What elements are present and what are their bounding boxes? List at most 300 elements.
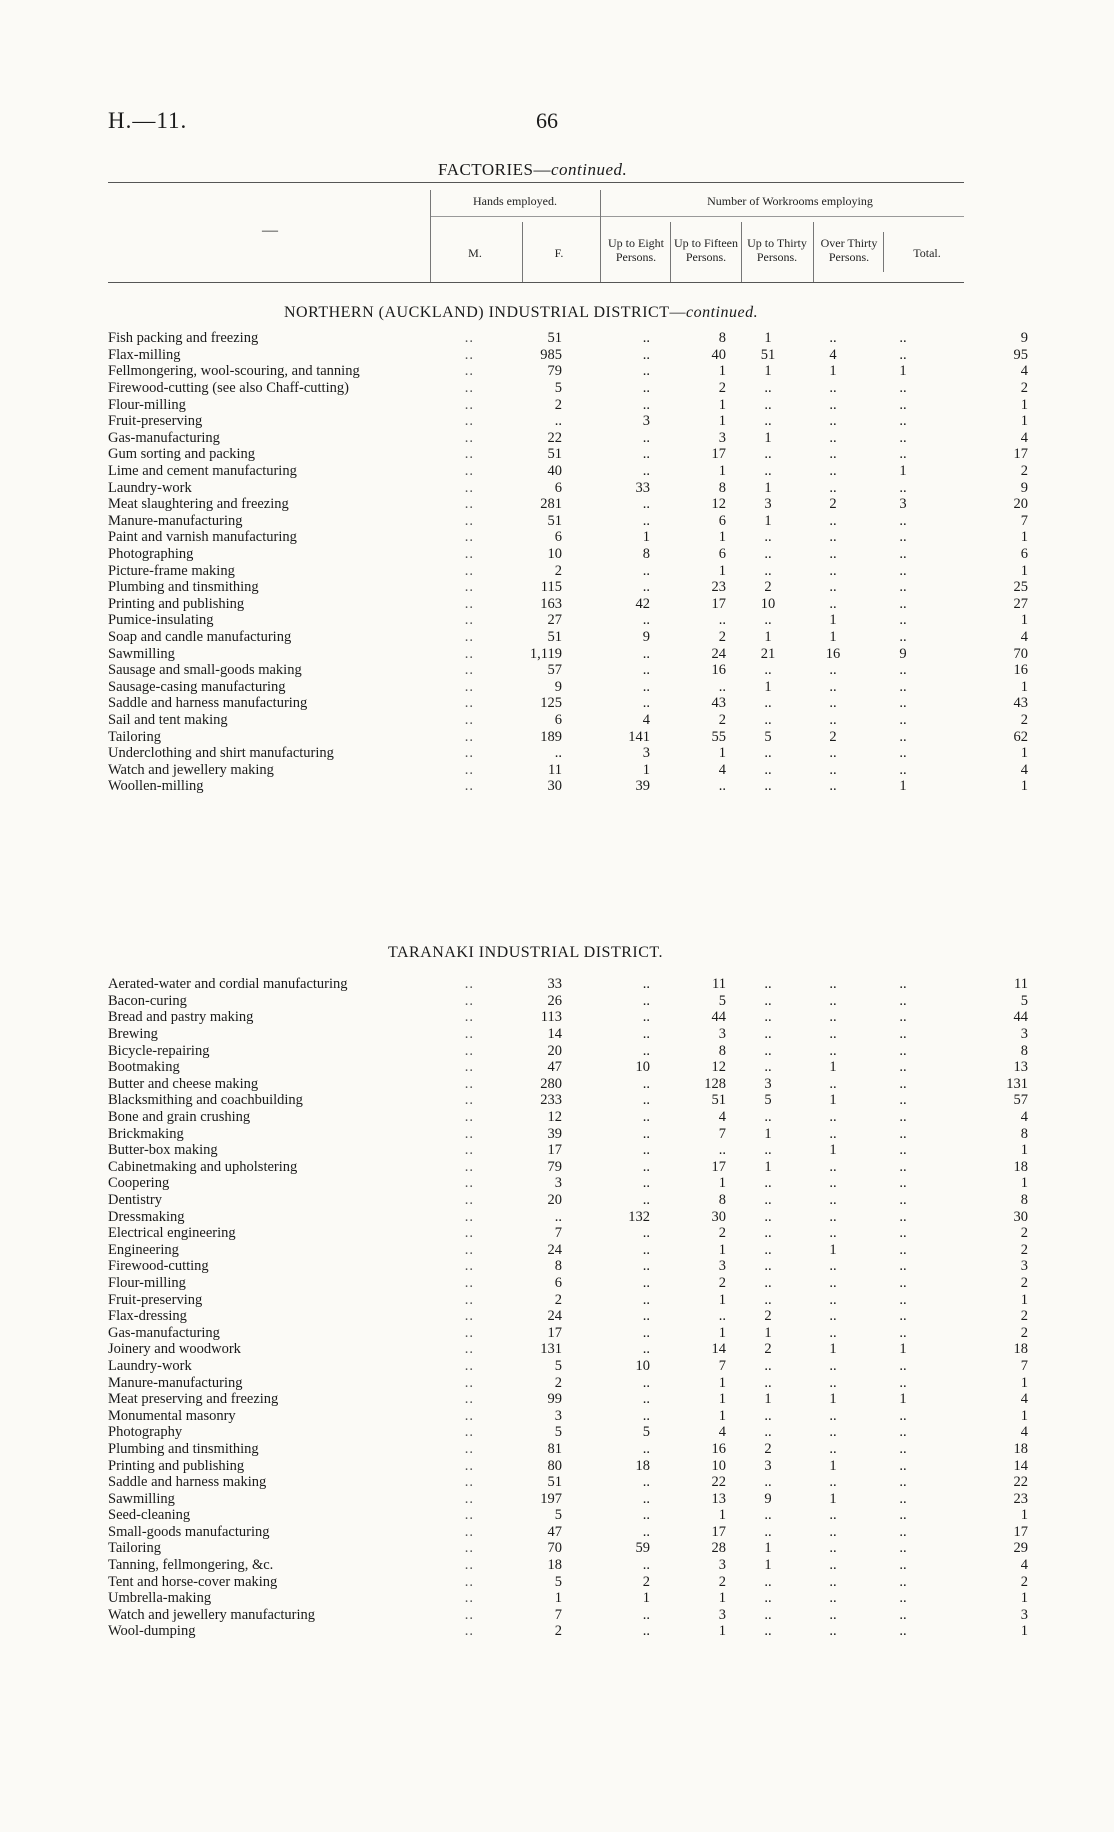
- over-thirty-cell: ..: [899, 1606, 907, 1623]
- up-to-thirty-cell: ..: [829, 1208, 837, 1225]
- total-cell: 43: [1013, 695, 1028, 712]
- up-to-thirty-cell: ..: [829, 1042, 837, 1059]
- hands-male-cell: 99: [547, 1391, 562, 1408]
- hands-female-cell: ..: [642, 1026, 650, 1043]
- leader-dots: ..: [464, 1424, 474, 1441]
- over-thirty-cell: ..: [899, 512, 907, 529]
- up-to-eight-cell: 3: [718, 429, 726, 446]
- total-cell: 17: [1013, 1523, 1028, 1540]
- hands-male-cell: 51: [547, 446, 562, 463]
- hands-female-cell: 1: [642, 1590, 650, 1607]
- up-to-thirty-cell: 1: [829, 1092, 837, 1109]
- total-cell: 11: [1014, 976, 1028, 993]
- hands-female-cell: ..: [642, 1391, 650, 1408]
- industry-label: Lime and cement manufacturing: [108, 463, 297, 480]
- up-to-eight-cell: 40: [711, 346, 726, 363]
- up-to-fifteen-cell: ..: [764, 1225, 772, 1242]
- up-to-thirty-cell: ..: [829, 1424, 837, 1441]
- table-row: [108, 728, 1028, 745]
- industry-label: Sausage and small-goods making: [108, 662, 302, 679]
- up-to-thirty-cell: ..: [829, 546, 837, 563]
- hands-female-cell: ..: [642, 1474, 650, 1491]
- up-to-fifteen-cell: ..: [764, 1192, 772, 1209]
- table-row: [108, 1524, 1028, 1541]
- up-to-eight-cell: 4: [718, 761, 726, 778]
- northern-table: [108, 330, 1028, 795]
- header-m: M.: [468, 246, 482, 260]
- up-to-thirty-cell: ..: [829, 1109, 837, 1126]
- hands-male-cell: 24: [547, 1241, 562, 1258]
- table-row: [108, 1623, 1028, 1640]
- industry-label: Fruit-preserving: [108, 413, 203, 430]
- table-row: [108, 1059, 1028, 1076]
- header-divider-3: [600, 190, 601, 282]
- leader-dots: ..: [464, 1175, 474, 1192]
- hands-female-cell: 3: [642, 413, 650, 430]
- over-thirty-cell: ..: [899, 1274, 907, 1291]
- up-to-fifteen-cell: ..: [764, 1258, 772, 1275]
- over-thirty-cell: ..: [899, 446, 907, 463]
- header-divider-1: [430, 190, 431, 282]
- hands-female-cell: ..: [642, 1274, 650, 1291]
- leader-dots: ..: [464, 1573, 474, 1590]
- hands-male-cell: ..: [554, 1208, 562, 1225]
- leader-dots: ..: [464, 1042, 474, 1059]
- up-to-fifteen-cell: 1: [764, 1540, 772, 1557]
- leader-dots: ..: [464, 728, 474, 745]
- industry-label: Gas-manufacturing: [108, 429, 220, 446]
- over-thirty-cell: ..: [899, 1075, 907, 1092]
- over-thirty-cell: ..: [899, 1457, 907, 1474]
- hands-male-cell: 14: [547, 1026, 562, 1043]
- leader-dots: ..: [464, 1407, 474, 1424]
- leader-dots: ..: [464, 330, 474, 347]
- up-to-eight-cell: 5: [718, 992, 726, 1009]
- leader-dots: ..: [464, 1490, 474, 1507]
- table-row: [108, 1026, 1028, 1043]
- industry-label: Sausage-casing manufacturing: [108, 678, 286, 695]
- hands-female-cell: ..: [642, 380, 650, 397]
- over-thirty-cell: ..: [899, 1225, 907, 1242]
- up-to-thirty-cell: ..: [829, 1407, 837, 1424]
- up-to-thirty-cell: ..: [829, 1158, 837, 1175]
- hands-male-cell: 70: [547, 1540, 562, 1557]
- up-to-thirty-cell: ..: [829, 1291, 837, 1308]
- hands-male-cell: 1,119: [529, 645, 562, 662]
- table-row: [108, 1324, 1028, 1341]
- up-to-eight-cell: 11: [712, 976, 726, 993]
- hands-female-cell: ..: [642, 976, 650, 993]
- industry-label: Manure-manufacturing: [108, 512, 243, 529]
- hands-female-cell: ..: [642, 1125, 650, 1142]
- up-to-thirty-cell: ..: [829, 1274, 837, 1291]
- industry-label: Bread and pastry making: [108, 1009, 254, 1026]
- table-row: [108, 596, 1028, 613]
- total-cell: 95: [1013, 346, 1028, 363]
- total-cell: 25: [1013, 579, 1028, 596]
- table-row: [108, 330, 1028, 347]
- hands-male-cell: 2: [554, 1374, 562, 1391]
- industry-label: Sawmilling: [108, 1490, 175, 1507]
- up-to-thirty-cell: ..: [829, 330, 837, 347]
- header-rule-mid: [430, 216, 964, 217]
- up-to-eight-cell: 7: [718, 1125, 726, 1142]
- up-to-thirty-cell: 1: [829, 1490, 837, 1507]
- up-to-fifteen-cell: 1: [764, 628, 772, 645]
- up-to-fifteen-cell: ..: [764, 992, 772, 1009]
- up-to-fifteen-cell: ..: [764, 662, 772, 679]
- up-to-eight-cell: 17: [711, 446, 726, 463]
- up-to-fifteen-cell: 1: [764, 363, 772, 380]
- section-title-northern: [284, 304, 758, 322]
- up-to-thirty-cell: ..: [829, 446, 837, 463]
- table-row: [108, 1474, 1028, 1491]
- table-row: [108, 1225, 1028, 1242]
- up-to-eight-cell: 8: [718, 479, 726, 496]
- header-up-to-eight: Up to Eight Persons.: [608, 236, 664, 264]
- up-to-eight-cell: 16: [711, 662, 726, 679]
- header-up-to-thirty: Up to Thirty Persons.: [747, 236, 807, 264]
- hands-female-cell: ..: [642, 662, 650, 679]
- up-to-eight-cell: 3: [718, 1026, 726, 1043]
- up-to-thirty-cell: ..: [829, 1308, 837, 1325]
- hands-male-cell: 5: [554, 1507, 562, 1524]
- hands-female-cell: 10: [635, 1357, 650, 1374]
- industry-label: Manure-manufacturing: [108, 1374, 243, 1391]
- hands-male-cell: 131: [540, 1341, 562, 1358]
- industry-label: Seed-cleaning: [108, 1507, 191, 1524]
- leader-dots: ..: [464, 1225, 474, 1242]
- table-row: [108, 662, 1028, 679]
- industry-label: Monumental masonry: [108, 1407, 236, 1424]
- up-to-thirty-cell: ..: [829, 1026, 837, 1043]
- hands-male-cell: 125: [540, 695, 562, 712]
- hands-female-cell: ..: [642, 1241, 650, 1258]
- hands-female-cell: ..: [642, 512, 650, 529]
- leader-dots: ..: [464, 1341, 474, 1358]
- up-to-eight-cell: 3: [718, 1258, 726, 1275]
- up-to-fifteen-cell: ..: [764, 976, 772, 993]
- leader-dots: ..: [464, 346, 474, 363]
- over-thirty-cell: ..: [899, 976, 907, 993]
- up-to-eight-cell: 4: [718, 1424, 726, 1441]
- industry-label: Underclothing and shirt manufacturing: [108, 745, 334, 762]
- over-thirty-cell: ..: [899, 1291, 907, 1308]
- total-cell: 7: [1020, 1357, 1028, 1374]
- hands-female-cell: 18: [635, 1457, 650, 1474]
- table-row: [108, 479, 1028, 496]
- hands-male-cell: 3: [554, 1175, 562, 1192]
- total-cell: 1: [1020, 678, 1028, 695]
- up-to-thirty-cell: ..: [829, 396, 837, 413]
- hands-male-cell: 80: [547, 1457, 562, 1474]
- up-to-thirty-cell: ..: [829, 1623, 837, 1640]
- up-to-eight-cell: 14: [711, 1341, 726, 1358]
- up-to-fifteen-cell: ..: [764, 1357, 772, 1374]
- total-cell: 1: [1020, 529, 1028, 546]
- table-row: [108, 1125, 1028, 1142]
- up-to-thirty-cell: ..: [829, 1374, 837, 1391]
- up-to-eight-cell: 1: [718, 1590, 726, 1607]
- total-cell: 14: [1013, 1457, 1028, 1474]
- up-to-thirty-cell: 2: [829, 728, 837, 745]
- up-to-fifteen-cell: 1: [764, 429, 772, 446]
- leader-dots: ..: [464, 363, 474, 380]
- header-divider-4: [670, 222, 671, 282]
- leader-dots: ..: [464, 512, 474, 529]
- up-to-fifteen-cell: 1: [764, 1557, 772, 1574]
- up-to-eight-cell: 51: [711, 1092, 726, 1109]
- up-to-fifteen-cell: ..: [764, 413, 772, 430]
- leader-dots: ..: [464, 463, 474, 480]
- industry-label: Electrical engineering: [108, 1225, 236, 1242]
- up-to-fifteen-cell: ..: [764, 612, 772, 629]
- table-row: [108, 695, 1028, 712]
- header-divider-5: [741, 222, 742, 282]
- up-to-eight-cell: 8: [718, 1192, 726, 1209]
- leader-dots: ..: [464, 612, 474, 629]
- hands-male-cell: 17: [547, 1142, 562, 1159]
- up-to-thirty-cell: ..: [829, 1324, 837, 1341]
- table-row: [108, 1540, 1028, 1557]
- over-thirty-cell: ..: [899, 695, 907, 712]
- hands-male-cell: 6: [554, 711, 562, 728]
- total-cell: 1: [1020, 1623, 1028, 1640]
- up-to-eight-cell: 8: [718, 330, 726, 347]
- over-thirty-cell: ..: [899, 745, 907, 762]
- hands-male-cell: 280: [540, 1075, 562, 1092]
- industry-label: Watch and jewellery making: [108, 761, 274, 778]
- up-to-fifteen-cell: 5: [764, 728, 772, 745]
- up-to-fifteen-cell: 1: [764, 1125, 772, 1142]
- leader-dots: ..: [464, 1457, 474, 1474]
- industry-label: Bicycle-repairing: [108, 1042, 210, 1059]
- up-to-fifteen-cell: ..: [764, 1109, 772, 1126]
- total-cell: 18: [1013, 1440, 1028, 1457]
- over-thirty-cell: ..: [899, 992, 907, 1009]
- up-to-eight-cell: 1: [718, 1324, 726, 1341]
- up-to-fifteen-cell: 1: [764, 678, 772, 695]
- up-to-eight-cell: 1: [718, 463, 726, 480]
- up-to-thirty-cell: ..: [829, 992, 837, 1009]
- hands-female-cell: ..: [642, 1158, 650, 1175]
- page-title: [438, 160, 627, 180]
- over-thirty-cell: ..: [899, 711, 907, 728]
- hands-female-cell: 8: [642, 546, 650, 563]
- over-thirty-cell: ..: [899, 595, 907, 612]
- leader-dots: ..: [464, 429, 474, 446]
- total-cell: 6: [1020, 546, 1028, 563]
- over-thirty-cell: ..: [899, 1374, 907, 1391]
- header-total: Total.: [913, 246, 941, 260]
- up-to-thirty-cell: ..: [829, 1573, 837, 1590]
- total-cell: 4: [1020, 1391, 1028, 1408]
- industry-label: Paint and varnish manufacturing: [108, 529, 297, 546]
- section-title-northern-main: NORTHERN (AUCKLAND) INDUSTRIAL DISTRICT—: [284, 304, 686, 321]
- up-to-eight-cell: 8: [718, 1042, 726, 1059]
- industry-label: Brewing: [108, 1026, 158, 1043]
- industry-label: Plumbing and tinsmithing: [108, 579, 259, 596]
- industry-label: Flax-milling: [108, 346, 181, 363]
- hands-female-cell: 132: [628, 1208, 650, 1225]
- table-row: [108, 496, 1028, 513]
- up-to-fifteen-cell: 3: [764, 1075, 772, 1092]
- hands-female-cell: 42: [635, 595, 650, 612]
- up-to-thirty-cell: ..: [829, 678, 837, 695]
- leader-dots: ..: [464, 1192, 474, 1209]
- leader-dots: ..: [464, 1142, 474, 1159]
- hands-male-cell: 79: [547, 1158, 562, 1175]
- hands-male-cell: 51: [547, 1474, 562, 1491]
- over-thirty-cell: ..: [899, 1109, 907, 1126]
- total-cell: 2: [1020, 1241, 1028, 1258]
- total-cell: 4: [1020, 429, 1028, 446]
- table-row: [108, 579, 1028, 596]
- over-thirty-cell: ..: [899, 1590, 907, 1607]
- up-to-eight-cell: 22: [711, 1474, 726, 1491]
- up-to-fifteen-cell: ..: [764, 1424, 772, 1441]
- leader-dots: ..: [464, 1059, 474, 1076]
- up-to-thirty-cell: ..: [829, 562, 837, 579]
- header-divider-6: [813, 222, 814, 282]
- up-to-eight-cell: 1: [718, 1407, 726, 1424]
- up-to-fifteen-cell: ..: [764, 1142, 772, 1159]
- total-cell: 1: [1020, 1374, 1028, 1391]
- up-to-fifteen-cell: 1: [764, 479, 772, 496]
- up-to-eight-cell: 2: [718, 380, 726, 397]
- industry-label: Meat slaughtering and freezing: [108, 496, 289, 513]
- up-to-thirty-cell: ..: [829, 429, 837, 446]
- industry-label: Saddle and harness manufacturing: [108, 695, 308, 712]
- total-cell: 23: [1013, 1490, 1028, 1507]
- over-thirty-cell: 1: [899, 1341, 907, 1358]
- section-title-northern-continued: continued.: [685, 304, 759, 321]
- up-to-thirty-cell: ..: [829, 529, 837, 546]
- industry-label: Gum sorting and packing: [108, 446, 255, 463]
- table-row: [108, 1159, 1028, 1176]
- hands-male-cell: 985: [540, 346, 562, 363]
- total-cell: 1: [1020, 413, 1028, 430]
- over-thirty-cell: ..: [899, 1158, 907, 1175]
- up-to-eight-cell: 55: [711, 728, 726, 745]
- total-cell: 57: [1013, 1092, 1028, 1109]
- industry-label: Flour-milling: [108, 396, 186, 413]
- industry-label: Engineering: [108, 1241, 179, 1258]
- up-to-eight-cell: ..: [718, 1142, 726, 1159]
- table-row: [108, 1258, 1028, 1275]
- over-thirty-cell: ..: [899, 1540, 907, 1557]
- leader-dots: ..: [464, 396, 474, 413]
- hands-female-cell: ..: [642, 346, 650, 363]
- up-to-thirty-cell: ..: [829, 1192, 837, 1209]
- hands-female-cell: ..: [642, 396, 650, 413]
- up-to-thirty-cell: ..: [829, 595, 837, 612]
- up-to-fifteen-cell: ..: [764, 396, 772, 413]
- up-to-thirty-cell: ..: [829, 778, 837, 795]
- up-to-thirty-cell: ..: [829, 761, 837, 778]
- up-to-thirty-cell: 1: [829, 1341, 837, 1358]
- hands-female-cell: 5: [642, 1424, 650, 1441]
- leader-dots: ..: [464, 1009, 474, 1026]
- leader-dots: ..: [464, 1258, 474, 1275]
- up-to-thirty-cell: 1: [829, 612, 837, 629]
- hands-female-cell: 39: [635, 778, 650, 795]
- industry-label: Picture-frame making: [108, 562, 235, 579]
- up-to-thirty-cell: ..: [829, 463, 837, 480]
- up-to-thirty-cell: 1: [829, 363, 837, 380]
- leader-dots: ..: [464, 761, 474, 778]
- up-to-fifteen-cell: ..: [764, 1274, 772, 1291]
- hands-male-cell: 113: [540, 1009, 562, 1026]
- over-thirty-cell: ..: [899, 1324, 907, 1341]
- over-thirty-cell: ..: [899, 678, 907, 695]
- total-cell: 1: [1020, 1142, 1028, 1159]
- up-to-thirty-cell: 1: [829, 628, 837, 645]
- header-workrooms: Number of Workrooms employing: [707, 194, 873, 208]
- up-to-eight-cell: ..: [718, 612, 726, 629]
- total-cell: 2: [1020, 1225, 1028, 1242]
- up-to-thirty-cell: ..: [829, 1357, 837, 1374]
- hands-male-cell: 1: [554, 1590, 562, 1607]
- up-to-thirty-cell: ..: [829, 1125, 837, 1142]
- leader-dots: ..: [464, 992, 474, 1009]
- hands-male-cell: ..: [554, 413, 562, 430]
- over-thirty-cell: ..: [899, 1523, 907, 1540]
- table-row: [108, 1590, 1028, 1607]
- over-thirty-cell: ..: [899, 1125, 907, 1142]
- over-thirty-cell: ..: [899, 1059, 907, 1076]
- industry-label: Firewood-cutting (see also Chaff-cutting): [108, 380, 349, 397]
- table-row: [108, 396, 1028, 413]
- industry-label: Bootmaking: [108, 1059, 180, 1076]
- total-cell: 1: [1020, 778, 1028, 795]
- hands-female-cell: ..: [642, 1075, 650, 1092]
- header-rule-bottom: [108, 282, 964, 283]
- leader-dots: ..: [464, 1557, 474, 1574]
- total-cell: 27: [1013, 595, 1028, 612]
- total-cell: 1: [1020, 1407, 1028, 1424]
- table-row: [108, 529, 1028, 546]
- over-thirty-cell: ..: [899, 1407, 907, 1424]
- hands-male-cell: 57: [547, 662, 562, 679]
- up-to-fifteen-cell: 2: [764, 1440, 772, 1457]
- table-row: [108, 1391, 1028, 1408]
- up-to-eight-cell: 4: [718, 1109, 726, 1126]
- leader-dots: ..: [464, 546, 474, 563]
- hands-male-cell: 27: [547, 612, 562, 629]
- industry-label: Tanning, fellmongering, &c.: [108, 1557, 274, 1574]
- total-cell: 2: [1020, 1324, 1028, 1341]
- hands-female-cell: ..: [642, 1258, 650, 1275]
- table-row: [108, 1291, 1028, 1308]
- table-row: [108, 1573, 1028, 1590]
- hands-male-cell: 5: [554, 1573, 562, 1590]
- hands-female-cell: ..: [642, 1225, 650, 1242]
- table-row: [108, 430, 1028, 447]
- total-cell: 2: [1020, 1573, 1028, 1590]
- table-row: [108, 778, 1028, 795]
- hands-female-cell: ..: [642, 1142, 650, 1159]
- over-thirty-cell: ..: [899, 1507, 907, 1524]
- hands-male-cell: 163: [540, 595, 562, 612]
- total-cell: 2: [1020, 1274, 1028, 1291]
- industry-label: Fellmongering, wool-scouring, and tanning: [108, 363, 360, 380]
- table-row: [108, 463, 1028, 480]
- leader-dots: ..: [464, 1308, 474, 1325]
- table-row: [108, 1557, 1028, 1574]
- leader-dots: ..: [464, 1507, 474, 1524]
- total-cell: 8: [1020, 1125, 1028, 1142]
